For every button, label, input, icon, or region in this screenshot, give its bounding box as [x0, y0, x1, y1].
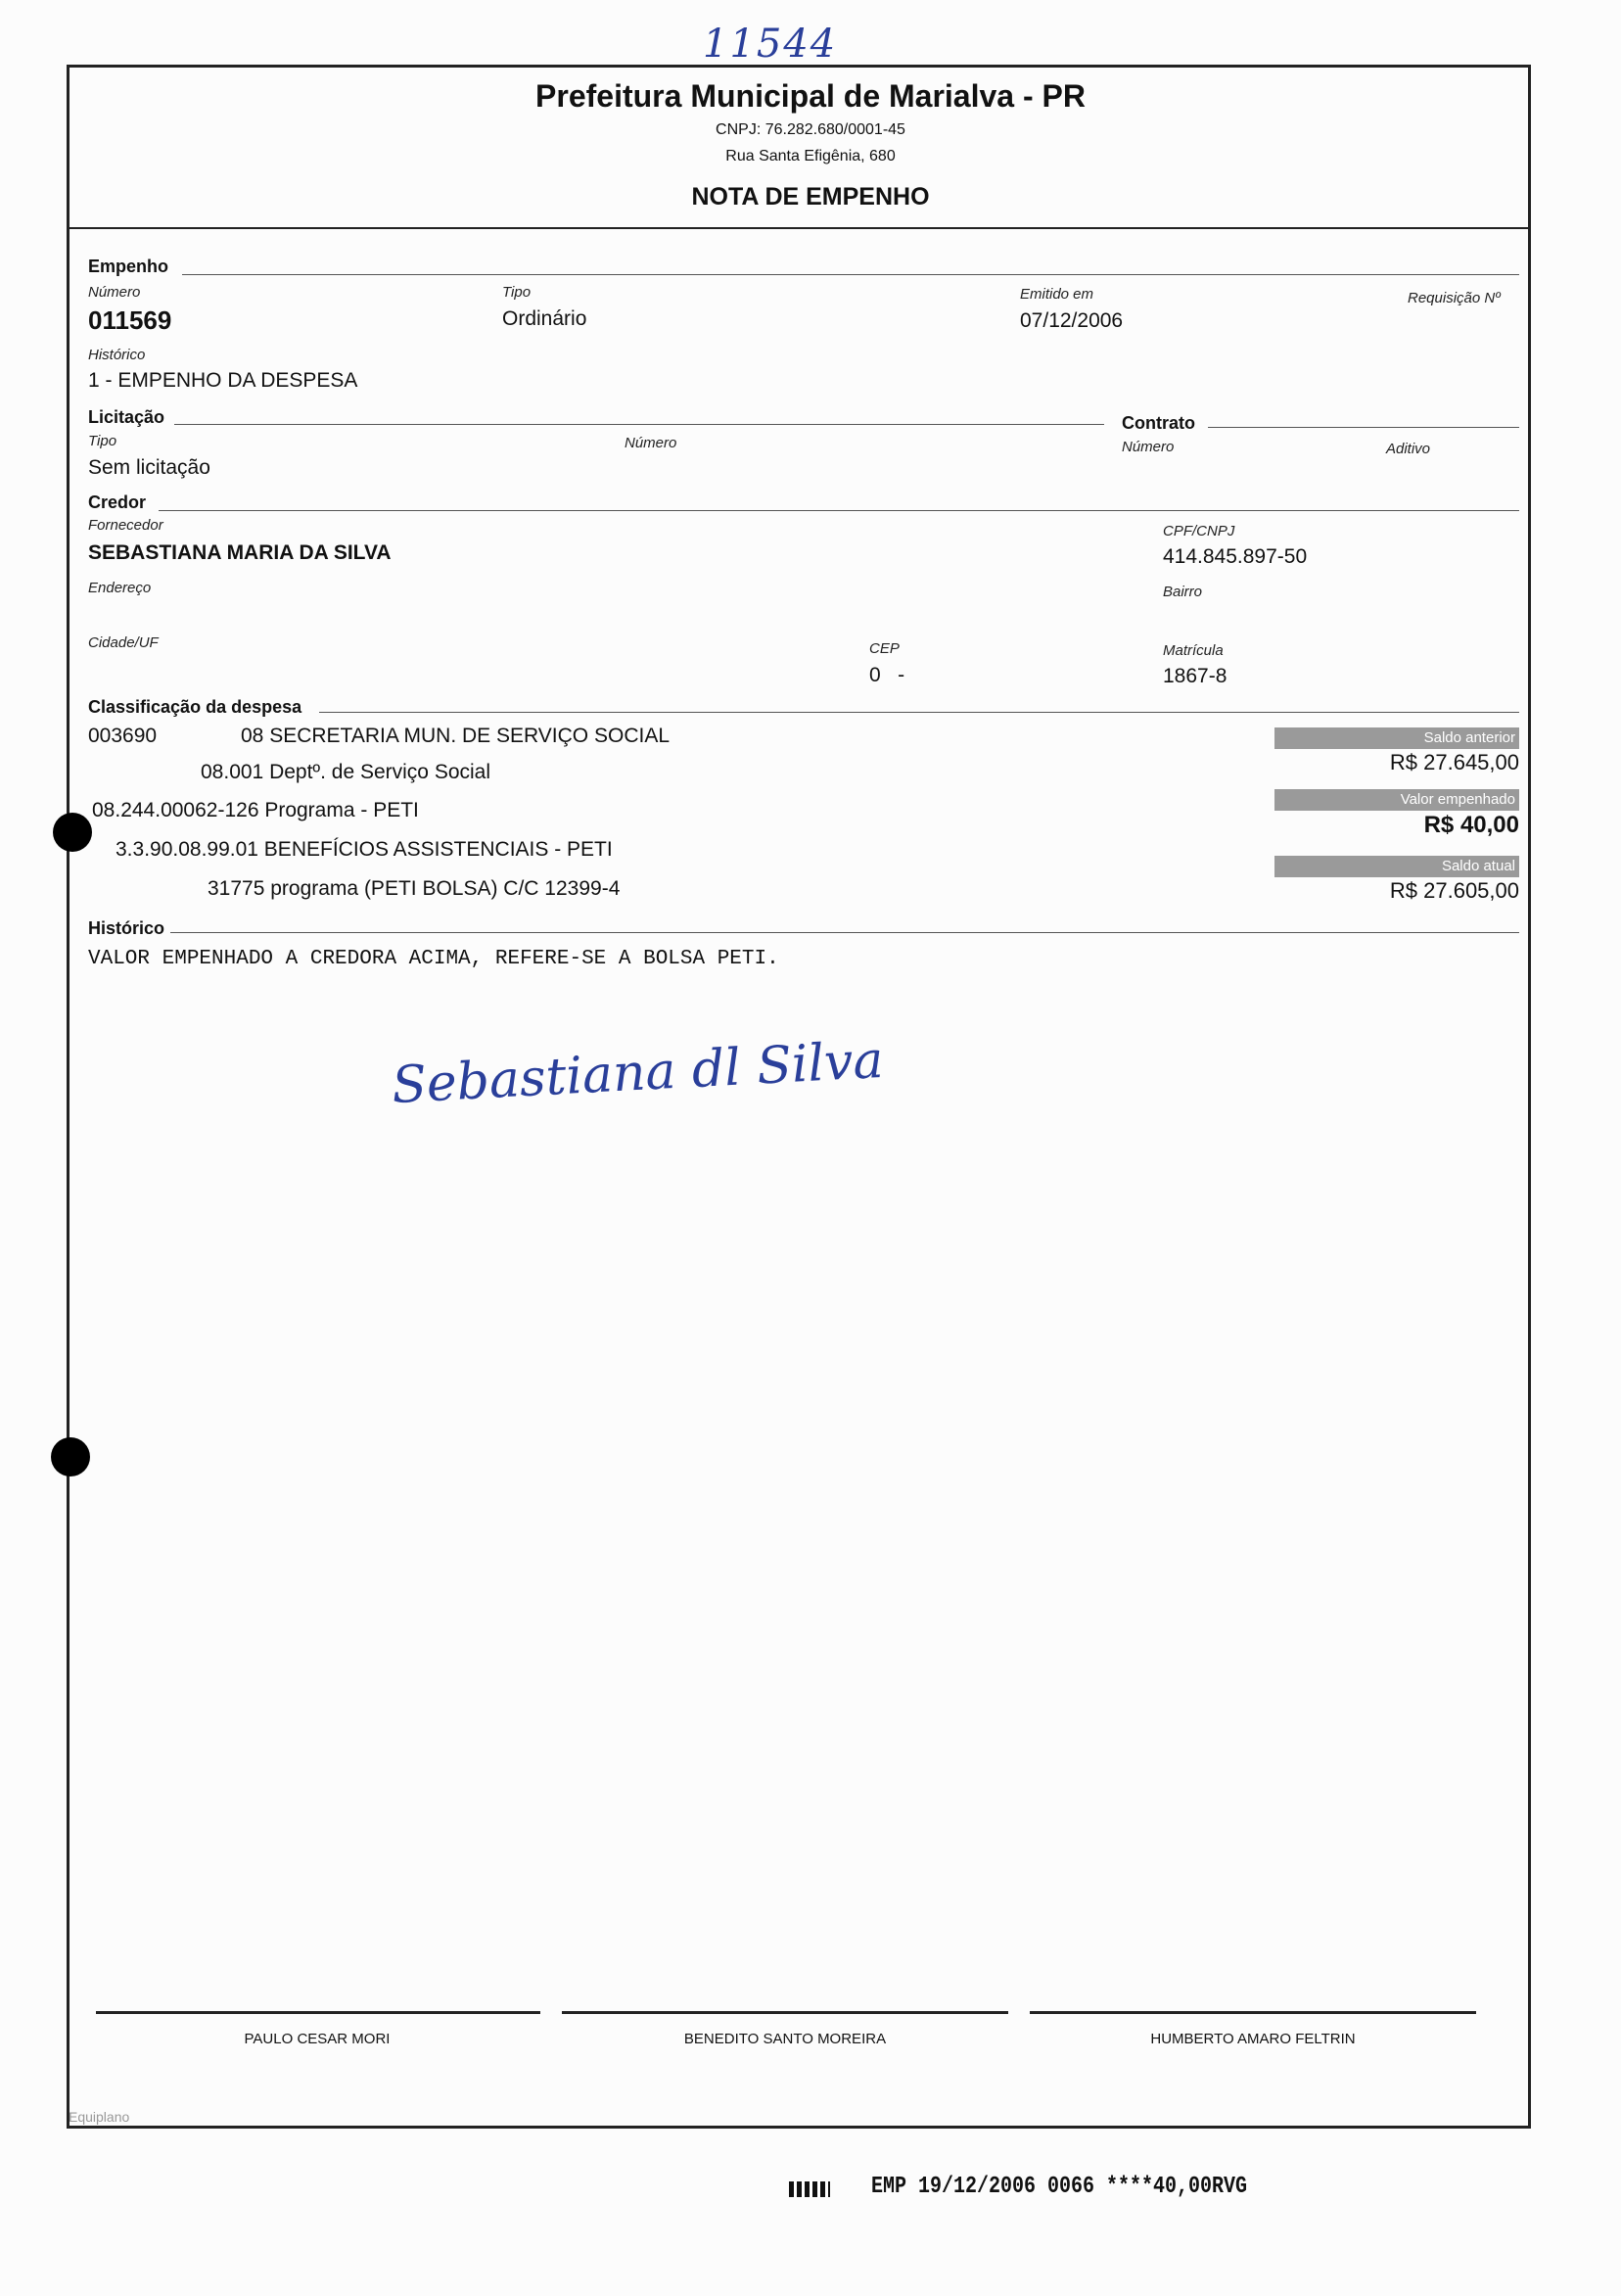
section-rule	[174, 424, 1104, 425]
signature-line	[562, 2011, 1008, 2014]
matricula-label: Matrícula	[1163, 642, 1224, 659]
classificacao-line: 31775 programa (PETI BOLSA) C/C 12399-4	[208, 877, 621, 900]
saldo-atual-label: Saldo atual	[1274, 856, 1519, 877]
cnpj-text: CNPJ: 76.282.680/0001-45	[716, 121, 905, 138]
empenho-numero: 011569	[88, 305, 172, 335]
handwritten-number: 11544	[703, 22, 838, 67]
document-title: NOTA DE EMPENHO	[691, 183, 930, 211]
section-contrato: Contrato	[1122, 413, 1195, 433]
footer-brand: Equiplano	[69, 2109, 130, 2125]
classificacao-line: 3.3.90.08.99.01 BENEFÍCIOS ASSISTENCIAIS - PETI	[116, 838, 613, 861]
signature-line	[96, 2011, 540, 2014]
fornecedor-label: Fornecedor	[88, 517, 163, 534]
section-licitacao: Licitação	[88, 407, 165, 427]
matricula-value: 1867-8	[1163, 665, 1227, 687]
cidade-label: Cidade/UF	[88, 634, 159, 651]
empenho-tipo: Ordinário	[502, 307, 587, 330]
cpf-value: 414.845.897-50	[1163, 545, 1308, 568]
header-divider	[69, 227, 1529, 229]
saldo-anterior-label: Saldo anterior	[1274, 727, 1519, 749]
address-text: Rua Santa Efigênia, 680	[725, 148, 896, 164]
page-title: Prefeitura Municipal de Marialva - PR	[535, 78, 1086, 114]
section-classificacao: Classificação da despesa	[88, 697, 302, 717]
section-historico: Histórico	[88, 918, 165, 938]
saldo-anterior-value: R$ 27.645,00	[1389, 750, 1519, 774]
requisicao-label: Requisição Nº	[1408, 290, 1501, 306]
bairro-label: Bairro	[1163, 584, 1203, 600]
classificacao-code: 003690	[88, 725, 158, 747]
punch-hole-icon	[51, 1437, 90, 1476]
section-rule	[170, 932, 1519, 933]
punch-hole-icon	[53, 813, 92, 852]
cep-label: CEP	[869, 640, 900, 657]
emitido-label: Emitido em	[1020, 286, 1094, 303]
tipo-label: Tipo	[502, 284, 532, 301]
signatory-name: BENEDITO SANTO MOREIRA	[683, 2031, 887, 2047]
classificacao-line: 08.001 Deptº. de Serviço Social	[201, 761, 491, 783]
signatory-name: HUMBERTO AMARO FELTRIN	[1150, 2031, 1356, 2047]
section-rule	[182, 274, 1519, 275]
stamp-mark-icon	[789, 2181, 830, 2197]
section-rule	[1208, 427, 1519, 428]
endereco-label: Endereço	[88, 580, 152, 596]
fornecedor-name: SEBASTIANA MARIA DA SILVA	[88, 541, 392, 564]
valor-empenhado-label: Valor empenhado	[1274, 789, 1519, 811]
contrato-numero-label: Número	[1122, 439, 1175, 455]
historico-text: VALOR EMPENHADO A CREDORA ACIMA, REFERE-SE A BOLSA PETI.	[88, 948, 779, 970]
valor-empenhado-value: R$ 40,00	[1423, 812, 1519, 838]
licitacao-numero-label: Número	[625, 435, 677, 451]
processing-stamp: EMP 19/12/2006 0066 ****40,00RVG	[871, 2173, 1248, 2201]
section-rule	[159, 510, 1519, 511]
section-credor: Credor	[88, 492, 147, 512]
licitacao-tipo: Sem licitação	[88, 456, 210, 479]
section-rule	[319, 712, 1519, 713]
cep-value: 0 -	[869, 664, 905, 686]
licitacao-tipo-label: Tipo	[88, 433, 117, 449]
cpf-label: CPF/CNPJ	[1163, 523, 1235, 539]
emitido-date: 07/12/2006	[1020, 309, 1124, 332]
classificacao-line: 08.244.00062-126 Programa - PETI	[92, 799, 419, 821]
signature-line	[1030, 2011, 1476, 2014]
saldo-atual-value: R$ 27.605,00	[1389, 878, 1519, 903]
signatory-name: PAULO CESAR MORI	[244, 2031, 391, 2047]
contrato-aditivo-label: Aditivo	[1386, 441, 1431, 457]
handwritten-signature: Sebastiana dl Silva	[390, 1030, 885, 1116]
classificacao-line: 08 SECRETARIA MUN. DE SERVIÇO SOCIAL	[241, 725, 671, 747]
empenho-historico: 1 - EMPENHO DA DESPESA	[88, 369, 358, 392]
historico-label: Histórico	[88, 347, 146, 363]
numero-label: Número	[88, 284, 141, 301]
section-empenho: Empenho	[88, 257, 169, 276]
